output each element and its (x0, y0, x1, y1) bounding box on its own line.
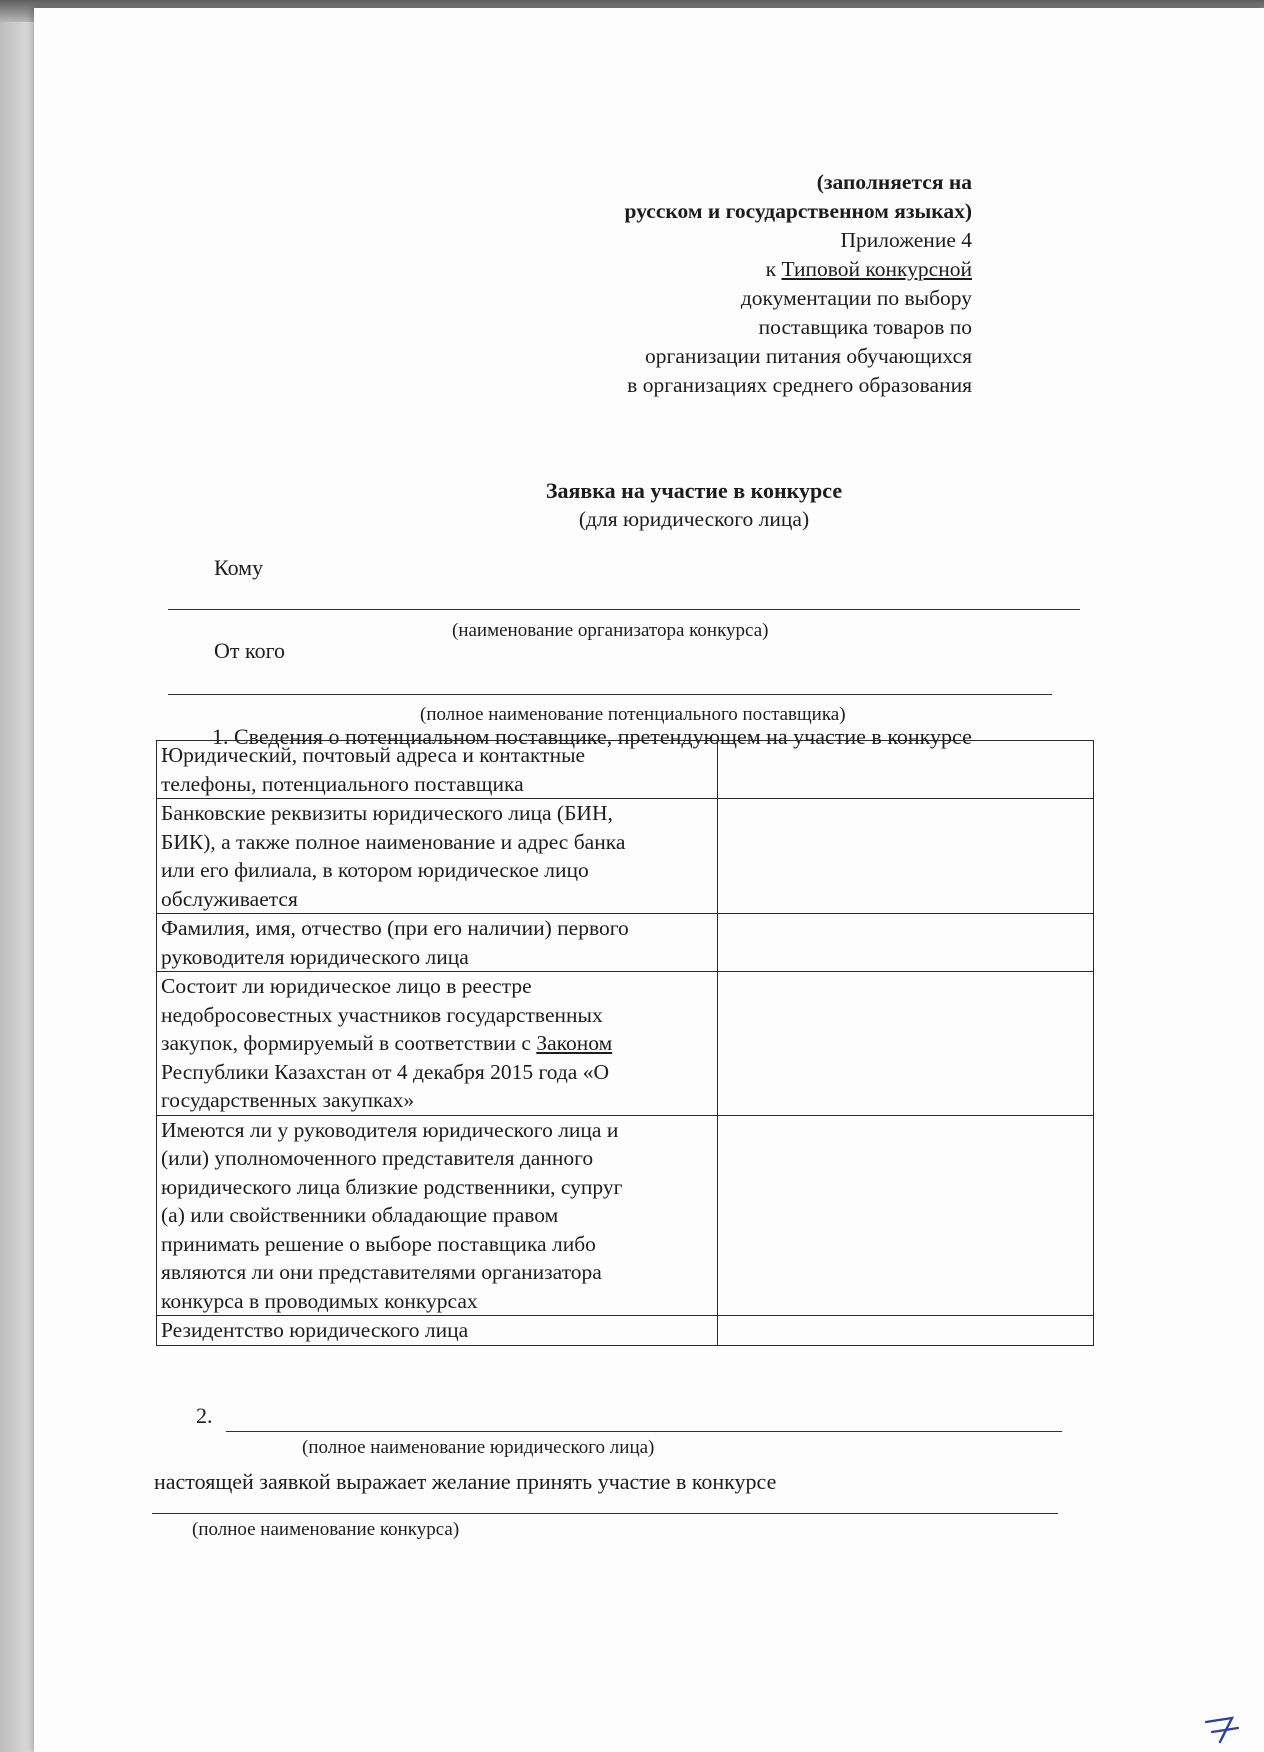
question-cell (157, 972, 718, 1116)
reference-prefix: к (765, 257, 782, 281)
question-line: принимать решение о выборе поставщика либо (161, 1231, 596, 1256)
answer-cell[interactable] (718, 914, 1094, 972)
answer-cell[interactable] (718, 799, 1094, 914)
question-line: государственных закупках» (161, 1088, 415, 1112)
contest-fill-line[interactable] (152, 1513, 1058, 1514)
from-hint: (полное наименование потенциального поставщика) (420, 704, 846, 725)
section2-number: 2. (196, 1403, 213, 1428)
question-line: телефоны, потенциального поставщика (161, 771, 524, 796)
question-cell (157, 1115, 718, 1316)
table-row (157, 972, 1094, 1116)
appendix-reference (412, 255, 972, 284)
fill-note-line1: (заполняется на (816, 170, 972, 194)
supplier-info-table (156, 740, 1094, 1346)
question-line: конкурса в проводимых конкурсах (161, 1288, 478, 1313)
table-row (157, 914, 1094, 972)
answer-cell[interactable] (718, 741, 1094, 799)
standard-documentation-link[interactable]: Типовой конкурсной (781, 257, 972, 281)
table-row (157, 741, 1094, 799)
reference-line5: в организациях среднего образования (627, 373, 972, 397)
table-row (157, 799, 1094, 914)
question-line: недобросовестных участников государственных (161, 1002, 603, 1027)
question-line: являются ли они представителями организатора (161, 1260, 602, 1284)
contest-hint: (полное наименование конкурса) (192, 1519, 460, 1540)
legal-entity-fill-line[interactable] (226, 1431, 1062, 1432)
participation-statement: настоящей заявкой выражает желание принять участие в конкурсе (154, 1469, 777, 1494)
to-hint: (наименование организатора конкурса) (452, 620, 769, 641)
section1-heading: 1. Сведения о потенциальном поставщике, претендующем на участие в конкурсе (212, 724, 972, 749)
question-line-text: закупок, формируемый в соответствии с (161, 1031, 537, 1055)
question-cell (157, 799, 718, 914)
to-fill-line[interactable] (168, 609, 1080, 610)
question-line: Банковские реквизиты юридического лица (БИН, (161, 801, 613, 825)
table-row (157, 1316, 1094, 1346)
question-line: Фамилия, имя, отчество (при его наличии) первого (161, 916, 629, 940)
question-line: Резидентство юридического лица (161, 1318, 469, 1342)
reference-line2: документации по выбору (740, 286, 972, 310)
appendix-number: Приложение 4 (840, 228, 972, 252)
answer-cell[interactable] (718, 1316, 1094, 1346)
header-block (412, 168, 972, 400)
from-label: От кого (214, 638, 286, 663)
question-line: (или) уполномоченного представителя данного (161, 1146, 594, 1170)
answer-cell[interactable] (718, 1115, 1094, 1316)
handwritten-mark-icon (1192, 1708, 1262, 1748)
from-fill-line[interactable] (168, 694, 1052, 695)
table-row (157, 1115, 1094, 1316)
to-label: Кому (214, 555, 264, 580)
procurement-law-link[interactable]: Законом (536, 1031, 613, 1055)
question-line: Юридический, почтовый адреса и контактные (161, 743, 586, 767)
question-line: (а) или свойственники обладающие правом (161, 1203, 559, 1227)
question-line (161, 1029, 713, 1058)
document-page (34, 8, 1264, 1752)
reference-line3: поставщика товаров по (758, 315, 972, 339)
reference-line4: организации питания обучающихся (645, 344, 972, 368)
question-cell (157, 914, 718, 972)
document-subtitle: (для юридического лица) (578, 507, 810, 531)
question-line: Состоит ли юридическое лицо в реестре (161, 974, 532, 998)
question-line: БИК), а также полное наименование и адрес банка (161, 829, 626, 854)
question-line: Республики Казахстан от 4 декабря 2015 года «О (161, 1059, 610, 1084)
question-line: юридического лица близкие родственники, супруг (161, 1174, 623, 1199)
document-title: Заявка на участие в конкурсе (545, 478, 843, 503)
question-line: руководителя юридического лица (161, 944, 469, 969)
legal-entity-hint: (полное наименование юридического лица) (302, 1437, 655, 1458)
question-cell (157, 1316, 718, 1346)
question-line: Имеются ли у руководителя юридического лица и (161, 1117, 619, 1142)
question-line: обслуживается (161, 886, 298, 911)
question-cell (157, 741, 718, 799)
question-line: или его филиала, в котором юридическое лицо (161, 858, 589, 882)
answer-cell[interactable] (718, 972, 1094, 1116)
fill-note-line2: русском и государственном языках) (624, 199, 972, 223)
